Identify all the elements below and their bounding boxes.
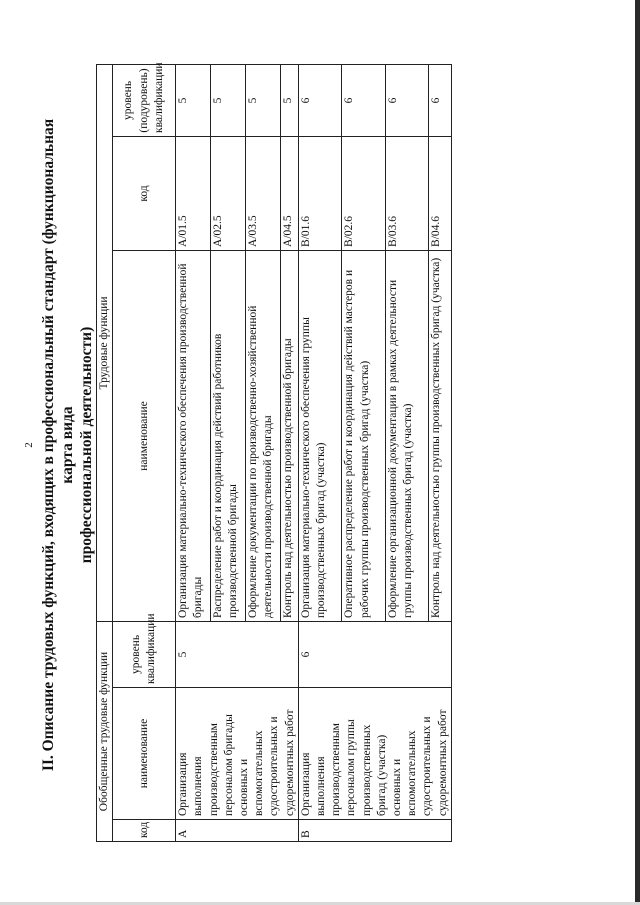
function-code: B/04.6 [429,136,451,250]
function-code: B/01.6 [298,136,342,250]
function-level: 5 [176,64,211,136]
function-level: 5 [280,64,298,136]
function-name: Оформление документации по производственно-хозяйственной деятельности производственной бригады [245,250,280,621]
group-name: Организация выполнения производственным персоналом группы производственных бригад (участка) основных и вспомогательных судостроительных и судоремонтных работ [298,688,451,820]
title-line-2: профессиональной деятельности) [78,326,95,564]
header-labor-functions: Трудовые функции [97,64,113,621]
function-code: B/02.6 [342,136,386,250]
function-name: Распределение работ и координация действий работников производственной бригады [211,250,246,621]
table-row [298,64,342,841]
header-code: код [113,820,176,842]
group-code: B [298,820,451,842]
header-name: наименование [113,688,176,820]
page-number: 2 [23,442,35,448]
function-level: 5 [211,64,246,136]
function-code: A/03.5 [245,136,280,250]
rotated-page [15,15,605,875]
functional-map-table [96,64,452,842]
function-code: A/04.5 [280,136,298,250]
table-row [176,64,211,841]
group-code: A [176,820,299,842]
function-name: Организация материально-технического обеспечения группы производственных бригад (участка) [298,250,342,621]
table-header-row [97,64,113,841]
function-name: Оперативное распределение работ и координация действий мастеров и рабочих группы производственных бригад (участка) [342,250,386,621]
function-level: 6 [342,64,386,136]
section-title [39,105,96,785]
function-name: Контроль над деятельностью группы производственных бригад (участка) [429,250,451,621]
function-code: B/03.6 [385,136,429,250]
header-function-code: код [113,136,176,250]
header-function-name: наименование [113,250,176,621]
header-generalized: Обобщенные трудовые функции [97,621,113,841]
function-level: 6 [429,64,451,136]
function-name: Контроль над деятельностью производственной бригады [280,250,298,621]
function-level: 6 [385,64,429,136]
group-name: Организация выполнения производственным персоналом бригады основных и вспомогательных судостроительных и судоремонтных работ [176,688,299,820]
function-code: A/02.5 [211,136,246,250]
function-code: A/01.5 [176,136,211,250]
group-level: 5 [176,621,299,687]
function-name: Оформление организационной документации в рамках деятельности группы производственных бригад (участка) [385,250,429,621]
function-name: Организация материально-технического обеспечения производственной бригады [176,250,211,621]
header-sublevel: уровень (подуровень) квалификации [113,64,176,136]
function-level: 6 [298,64,342,136]
function-level: 5 [245,64,280,136]
scan-edge [635,0,640,905]
title-line-1: II. Описание трудовых функций, входящих в профессиональный стандарт (функциональная карта вида [40,118,76,772]
header-level: уровень квалификации [113,621,176,687]
group-level: 6 [298,621,451,687]
table-subheader-row [113,64,176,841]
